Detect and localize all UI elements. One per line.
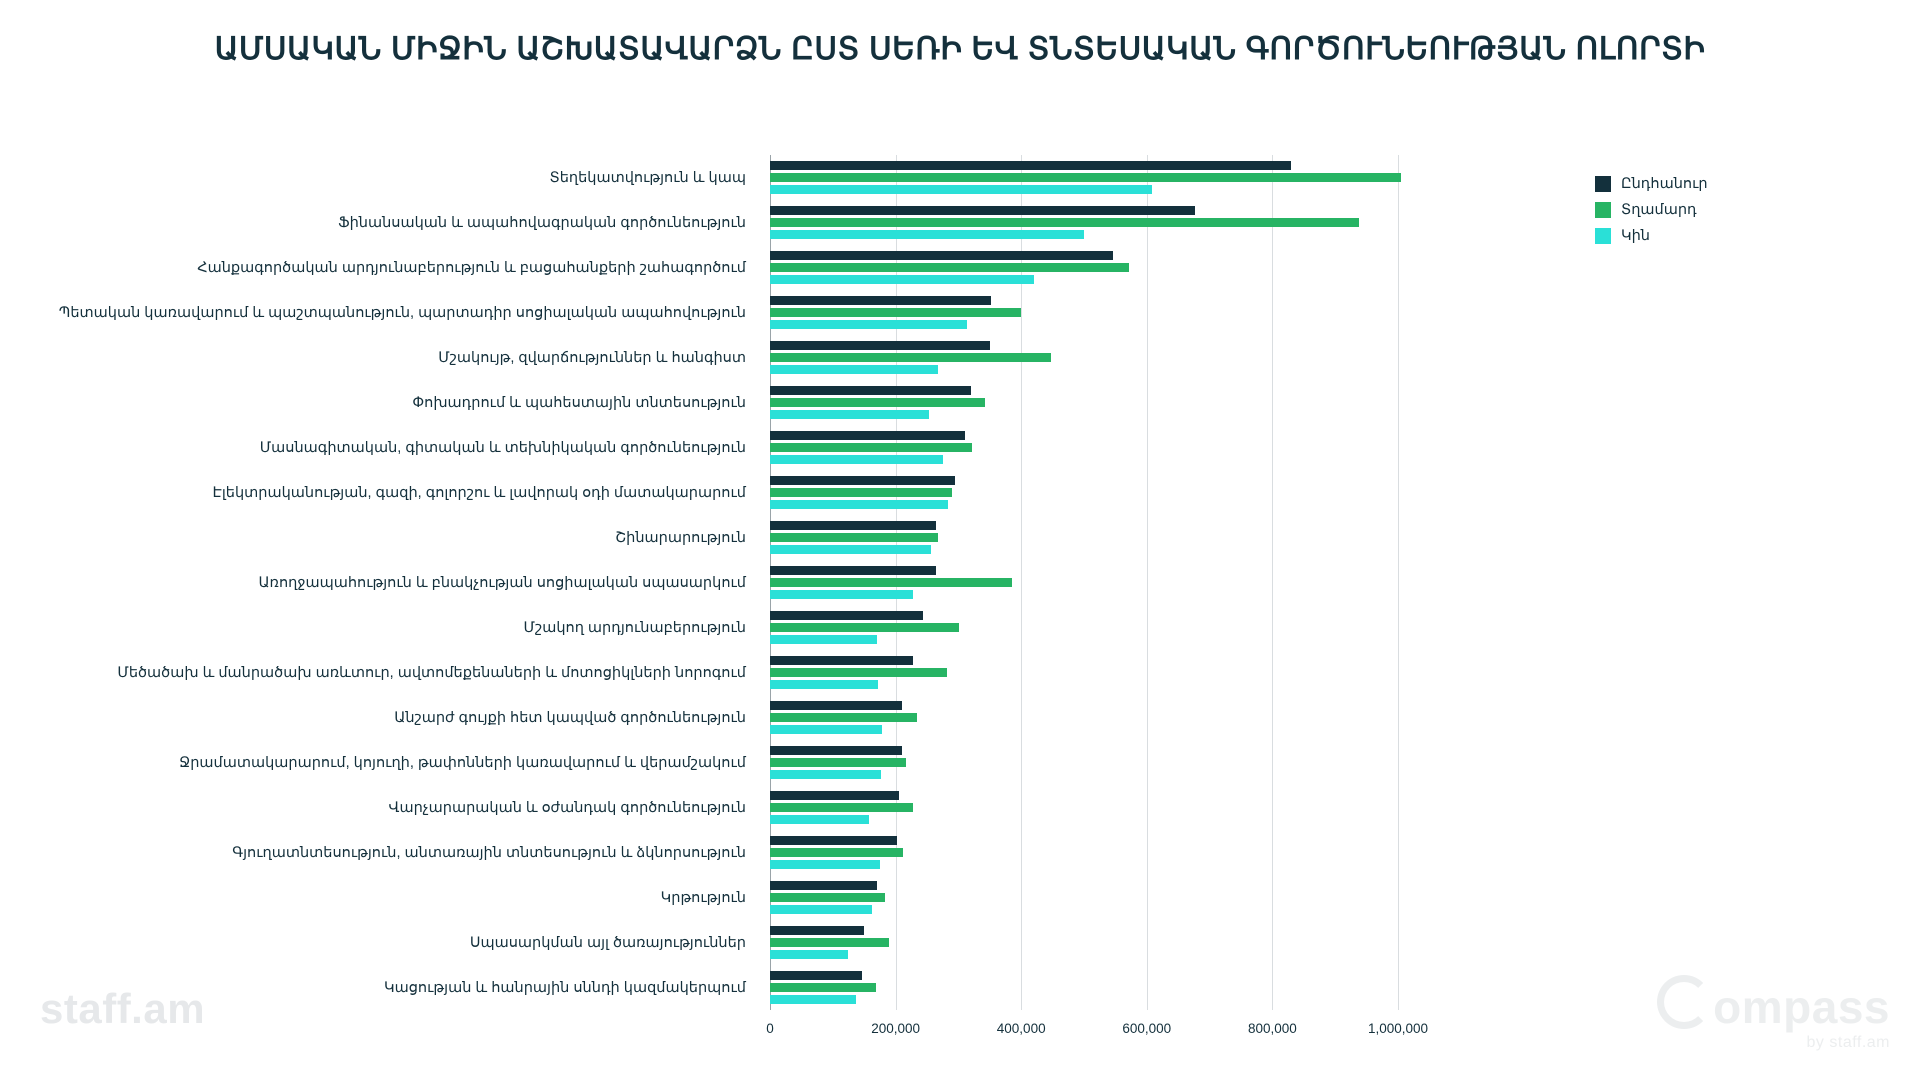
page-title: ԱՄՍԱԿԱՆ ՄԻՋԻՆ ԱՇԽԱՏԱՎԱՐՁՆ ԸՍՏ ՍԵՌԻ ԵՎ ՏՆՏԵՍԱԿԱՆ ԳՈՐԾՈՒՆԵՈՒԹՅԱՆ ՈԼՈՐՏԻ [214,31,1706,66]
category-label: Էլեկտրականության, գազի, գոլորշու և լավորակ օդի մատակարարում [212,484,746,501]
compass-circle-icon [1657,975,1711,1029]
bar-total [770,746,902,755]
bar-total [770,791,899,800]
category-label: Վարչարարական և օժանդակ գործունեություն [388,799,746,816]
bar-men [770,398,985,407]
staff-am-watermark [40,985,205,1033]
bar-men [770,443,972,452]
bar-total [770,386,971,395]
bar-total [770,881,877,890]
gridline [1272,155,1273,1010]
bar-total [770,476,955,485]
bar-total [770,926,864,935]
category-label: Տեղեկատվություն և կապ [549,169,746,186]
x-axis-tick-label: 200,000 [871,1021,920,1036]
bar-men [770,983,876,992]
bar-men [770,263,1129,272]
bar-men [770,848,903,857]
category-label: Մշակույթ, զվարճություններ և հանգիստ [438,349,746,366]
bar-men [770,668,947,677]
compass-watermark [1657,975,1890,1052]
bar-women [770,725,882,734]
bar-total [770,161,1291,170]
bar-men [770,173,1401,182]
category-label: Գյուղատնտեսություն, անտառային տնտեսություն և ձկնորսություն [232,844,746,861]
bar-men [770,218,1359,227]
bar-men [770,758,906,767]
bar-men [770,623,959,632]
x-axis-tick-label: 1,000,000 [1367,1021,1429,1036]
legend-item-label: Ընդհանուր [1621,175,1708,192]
bar-women [770,365,938,374]
gridline [1398,155,1399,1010]
bar-total [770,701,902,710]
category-label: Առողջապահություն և բնակչության սոցիալական սպասարկում [258,574,746,591]
category-label: Անշարժ գույքի հետ կապված գործունեություն [394,709,746,726]
bar-women [770,455,943,464]
staff-am-watermark-text: staff.am [40,985,206,1032]
category-label: Փոխադրում և պահեստային տնտեսություն [412,394,746,411]
bar-women [770,545,931,554]
category-label: Պետական կառավարում և պաշտպանություն, պարտադիր սոցիալական ապահովություն [58,304,746,321]
legend-item[interactable] [1595,198,1835,221]
bar-total [770,431,965,440]
legend-swatch-icon [1595,202,1611,218]
bar-total [770,656,913,665]
bar-men [770,488,952,497]
bars-region [766,155,1540,1036]
x-axis-tick-label: 0 [766,1021,774,1036]
bar-total [770,296,991,305]
bar-men [770,938,889,947]
bar-women [770,995,856,1004]
bar-men [770,353,1051,362]
x-axis-tick-label: 400,000 [996,1021,1046,1036]
category-label: Հանքագործական արդյունաբերություն և բացահանքերի շահագործում [197,259,746,276]
compass-watermark-word [1657,975,1890,1033]
x-axis-tick-label: 600,000 [1122,1021,1172,1036]
x-axis-tick-label: 800,000 [1247,1021,1297,1036]
bar-total [770,521,936,530]
bar-women [770,635,877,644]
bar-women [770,275,1034,284]
category-label: Մեծածախ և մանրածախ առևտուր, ավտոմեքենաների և մոտոցիկլների նորոգում [117,664,746,681]
category-label: Ֆինանսական և ապահովագրական գործունեություն [338,214,746,231]
category-label: Մասնագիտական, գիտական և տեխնիկական գործունեություն [259,439,746,456]
bar-total [770,251,1113,260]
category-label: Սպասարկման այլ ծառայություններ [469,934,746,951]
gridline [1147,155,1148,1010]
bar-men [770,578,1012,587]
bar-total [770,566,936,575]
category-axis-labels [0,155,760,1010]
bar-women [770,680,878,689]
bar-women [770,185,1152,194]
bar-women [770,770,881,779]
bar-women [770,905,872,914]
bar-total [770,611,923,620]
bar-men [770,308,1021,317]
bar-women [770,590,913,599]
bar-total [770,206,1195,215]
bar-women [770,410,929,419]
bar-women [770,815,869,824]
bar-total [770,836,897,845]
bar-men [770,803,913,812]
chart-plot-area [0,155,1920,1055]
bar-men [770,893,885,902]
compass-watermark-text: ompass [1713,981,1890,1033]
legend-item[interactable] [1595,224,1835,247]
bar-total [770,971,862,980]
legend-item[interactable] [1595,172,1835,195]
legend-swatch-icon [1595,228,1611,244]
bar-men [770,713,917,722]
legend-swatch-icon [1595,176,1611,192]
category-label: Շինարարություն [615,529,746,546]
category-label: Մշակող արդյունաբերություն [523,619,746,636]
legend-item-label: Կին [1621,227,1650,244]
bar-women [770,860,880,869]
category-label: Ջրամատակարարում, կոյուղի, թափոնների կառավարում և վերամշակում [179,754,746,771]
bar-total [770,341,990,350]
legend-item-label: Տղամարդ [1621,201,1697,218]
bar-men [770,533,938,542]
bar-women [770,230,1084,239]
chart-legend [1595,172,1835,250]
bar-women [770,500,948,509]
category-label: Կացության և հանրային սննդի կազմակերպում [384,979,746,996]
bar-women [770,950,848,959]
compass-watermark-sub: by staff.am [1806,1034,1890,1051]
bar-women [770,320,967,329]
category-label: Կրթություն [660,889,746,906]
